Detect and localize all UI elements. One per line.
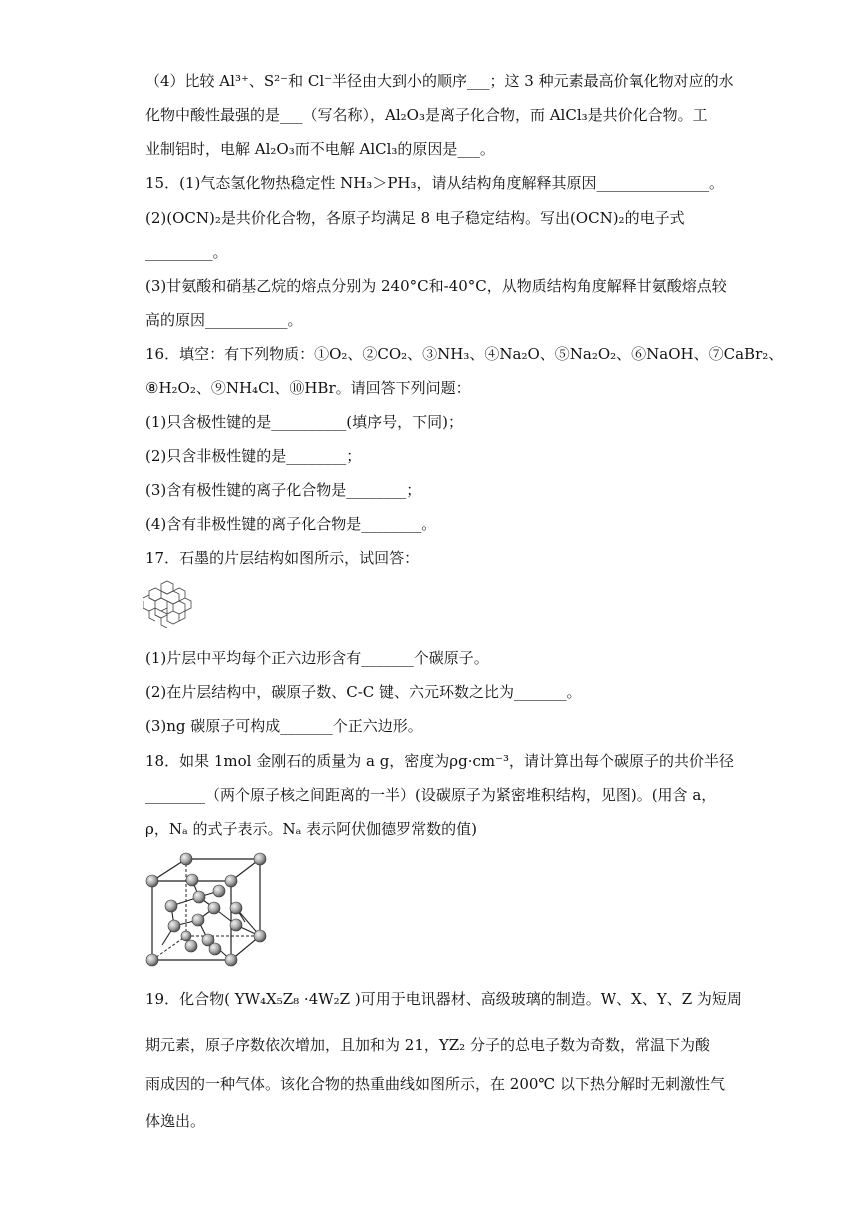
q19-line-1: 19．化合物( YW₄X₅Z₈ ·4W₂Z )可用于电讯器材、高级玻璃的制造。W、X、Y、Z 为短周 (145, 990, 742, 1008)
q18-line-1: 18．如果 1mol 金刚石的质量为 a g，密度为ρg·cm⁻³，请计算出每个碳原子的共价半径 (145, 752, 735, 770)
q14-line-3: 业制铝时，电解 Al₂O₃而不电解 AlCl₃的原因是___。 (145, 140, 495, 158)
q16-sub-2: (2)只含非极性键的是________； (145, 447, 362, 465)
diamond-unit-cell-figure (143, 850, 273, 970)
q15-line-2: (2)(OCN)₂是共价化合物，各原子均满足 8 电子稳定结构。写出(OCN)₂的电子式 (145, 209, 685, 227)
q19-line-4: 体逸出。 (145, 1112, 206, 1130)
q18-line-3: ρ，Nₐ 的式子表示。Nₐ 表示阿伏伽德罗常数的值) (145, 820, 478, 838)
q14-line-1: （4）比较 Al³⁺、S²⁻和 Cl⁻半径由大到小的顺序___；这 3 种元素最高价氧化物对应的水 (145, 72, 734, 90)
q15-line-3: _________。 (145, 243, 228, 261)
q18-line-2: ________（两个原子核之间距离的一半）(设碳原子为紧密堆积结构，见图)。(用含 a， (145, 786, 717, 804)
q19-line-3: 雨成因的一种气体。该化合物的热重曲线如图所示，在 200℃ 以下热分解时无刺激性气 (145, 1075, 725, 1093)
q15-line-1: 15．(1)气态氢化物热稳定性 NH₃＞PH₃，请从结构角度解释其原因_______________。 (145, 174, 725, 192)
q16-line-2: ⑧H₂O₂、⑨NH₄Cl、⑩HBr。请回答下列问题： (145, 379, 471, 397)
q17-line-1: 17．石墨的片层结构如图所示，试回答： (145, 549, 420, 567)
q16-sub-4: (4)含有非极性键的离子化合物是________。 (145, 515, 437, 533)
q17-sub-2: (2)在片层结构中，碳原子数、C-C 键、六元环数之比为_______。 (145, 683, 582, 701)
graphite-layer-figure (143, 580, 193, 628)
q16-sub-3: (3)含有极性键的离子化合物是________； (145, 481, 422, 499)
q15-line-5: 高的原因___________。 (145, 311, 303, 329)
q14-line-2: 化物中酸性最强的是___（写名称），Al₂O₃是离子化合物，而 AlCl₃是共价化合物。工 (145, 106, 708, 124)
q19-line-2: 期元素，原子序数依次增加，且加和为 21，YZ₂ 分子的总电子数为奇数，常温下为酸 (145, 1036, 710, 1054)
q16-line-1: 16．填空：有下列物质：①O₂、②CO₂、③NH₃、④Na₂O、⑤Na₂O₂、⑥NaOH、⑦CaBr₂、 (145, 345, 784, 363)
q17-sub-1: (1)片层中平均每个正六边形含有_______个碳原子。 (145, 649, 489, 667)
q16-sub-1: (1)只含极性键的是__________(填序号，下同)； (145, 413, 463, 431)
q15-line-4: (3)甘氨酸和硝基乙烷的熔点分别为 240°C和-40°C，从物质结构角度解释甘氨酸熔点较 (145, 277, 727, 295)
q17-sub-3: (3)ng 碳原子可构成_______个正六边形。 (145, 717, 423, 735)
